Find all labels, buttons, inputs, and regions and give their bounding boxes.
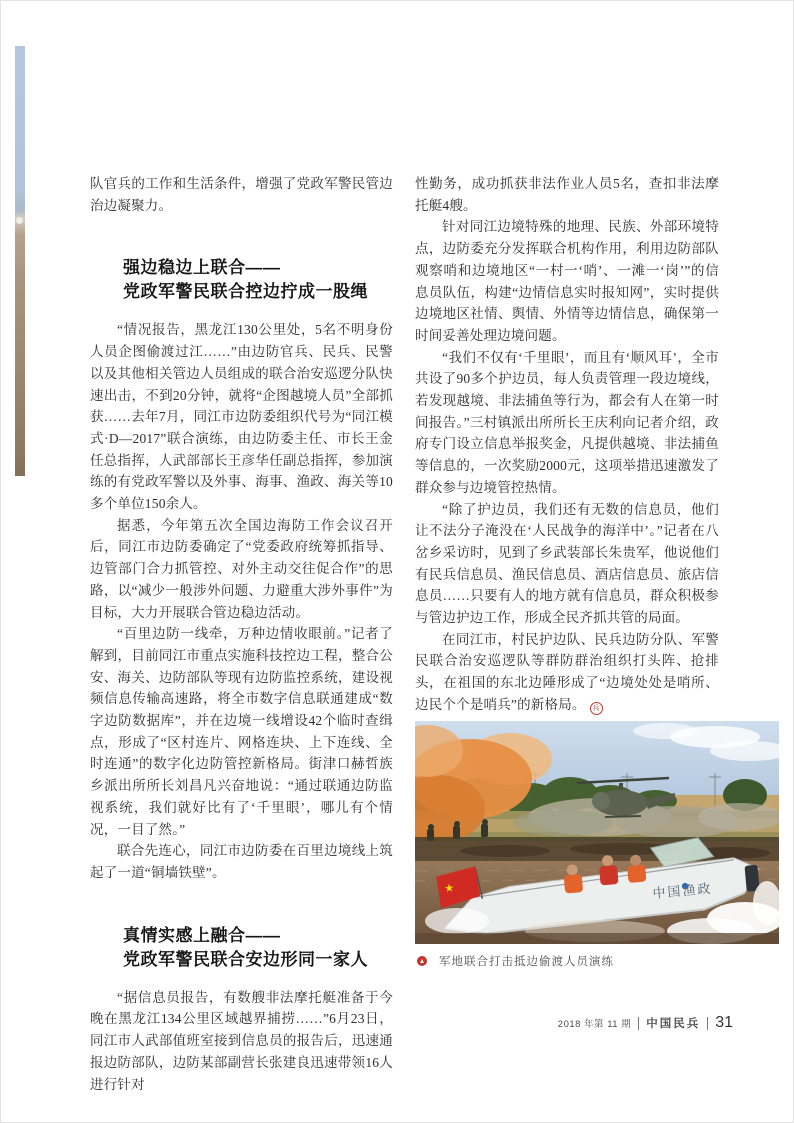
- footer-separator: [707, 1017, 708, 1030]
- paragraph: “据信息员报告，有数艘非法摩托艇准备于今晚在黑龙江134公里区域越界捕捞……”6月23日，同江市人武部值班室接到信息员的报告后，迅速通报边防部队，边防某部副营长张建良迅速带领16人进行针对: [90, 989, 393, 1092]
- paragraph: “情况报告，黑龙江130公里处，5名不明身份人员企图偷渡过江……”由边防官兵、民兵、民警以及其他相关管边人员组成的联合治安巡逻分队快速出击，不到20分钟，就将“企图越境人员”全部抓获……去年7月，同江市边防委组织代号为“同江模式·D—2017”联合演练，由边防委主任、市长王金任总指挥，人武部部长王彦华任副总指挥，参加演练的有党政军警以及外事、海事、渔政、海关等10多个单位150余人。: [90, 322, 393, 512]
- svg-text:★: ★: [443, 882, 455, 896]
- left-column: [90, 173, 393, 1095]
- footer-magazine-title: 中国民兵: [646, 1018, 701, 1030]
- paragraph: 联合先连心，同江市边防委在百里边境线上筑起了一道“铜墙铁壁”。: [90, 843, 393, 880]
- paragraph: “百里边防一线牵，万种边情收眼前。”记者了解到，目前同江市重点实施科技控边工程，整合公安、海关、边防部队等现有边防监控系统，建设视频信息传输高速路，将全市数字信息联通建成“数字边防数据库”，并在边境一线增设42个临时查缉点，形成了“区村连片、网格连块、上下连线、全时连通”的数字化边防管控新格局。街津口赫哲族乡派出所所长刘昌凡兴奋地说：“通过联通边防监视系统，我们就好比有了‘千里眼’，哪儿有个情况，一目了然。”: [90, 626, 393, 837]
- footer-issue: 2018 年第 11 期: [557, 1019, 632, 1030]
- section1-heading: [90, 256, 393, 304]
- paragraph: 据悉，今年第五次全国边海防工作会议召开后，同江市边防委确定了“党委政府统筹抓指导、边管部门合力抓管控、对外主动交往促合作”的思路，以“减少一般涉外问题、力避重大涉外事件”为目标，大力开展联合管边稳边活动。: [90, 517, 393, 620]
- continuation-paragraph: 队官兵的工作和生活条件，增强了党政军警民管边治边凝聚力。: [90, 176, 393, 213]
- paragraph: 针对同江边境特殊的地理、民族、外部环境特点，边防委充分发挥联合机构作用，利用边防部队观察哨和边境地区“一村一‘哨’、一滩一‘岗’”的信息员队伍，构建“边情信息实时报知网”，实时提供边境地区社情、舆情、外情等边情信息，确保第一时间妥善处理边境问题。: [415, 219, 719, 343]
- last-paragraph: [415, 629, 719, 716]
- section1-heading-line2: 党政军警民联合控边拧成一股绳: [123, 282, 368, 302]
- section2-heading-line2: 党政军警民联合安边形同一家人: [123, 949, 368, 969]
- paragraph-text: 在同江市，村民护边队、民兵边防分队、军警民联合治安巡逻队等群防群治组织打头阵、抢排头，在祖国的东北边陲形成了“边境处处是哨所、边民个个是哨兵”的新格局。: [415, 631, 719, 712]
- boat-hull-text: 中国渔政: [651, 880, 714, 901]
- section1-heading-line1: 强边稳边上联合——: [123, 258, 281, 278]
- right-column: [415, 173, 719, 716]
- section2-heading-line1: 真情实感上融合——: [123, 925, 281, 945]
- photo-caption: [417, 953, 777, 969]
- boat-patrol-photo: [415, 721, 779, 944]
- section2-heading: [90, 924, 393, 972]
- page-footer: [558, 1011, 733, 1035]
- continuation-paragraph: 性勤务，成功抓获非法作业人员5名，查扣非法摩托艇4艘。: [415, 176, 719, 213]
- footer-separator: [638, 1017, 639, 1030]
- caption-marker-icon: [417, 956, 427, 966]
- caption-text: 军地联合打击抵边偷渡人员演练: [439, 956, 614, 968]
- paragraph: “除了护边员，我们还有无数的信息员，他们让不法分子淹没在‘人民战争的海洋中’。”记者在八岔乡采访时，见到了乡武装部长朱贵军，他说他们有民兵信息员、渔民信息员、酒店信息员、旅店信息员……只要有人的地方就有信息员，群众积极参与管边护边工作，形成全民齐抓共管的局面。: [415, 501, 719, 626]
- page-edge-photo-strip: [15, 46, 25, 476]
- paragraph: “我们不仅有‘千里眼’，而且有‘顺风耳’，全市共设了90多个护边员，每人负责管理一段边境线，若发现越境、非法捕鱼等行为，都会有人在第一时间报告。”三村镇派出所所长王庆利向记者介绍，政府专门设立信息举报奖金，凡提供越境、非法捕鱼等信息的，一次奖励2000元，这项举措迅速激发了群众参与边境管控热情。: [415, 349, 719, 495]
- article-end-seal-icon: 兵: [590, 702, 603, 715]
- footer-page-number: 31: [715, 1014, 733, 1031]
- boat-patrol-photo-illustration: [415, 721, 779, 944]
- strip-highlight: [16, 217, 23, 224]
